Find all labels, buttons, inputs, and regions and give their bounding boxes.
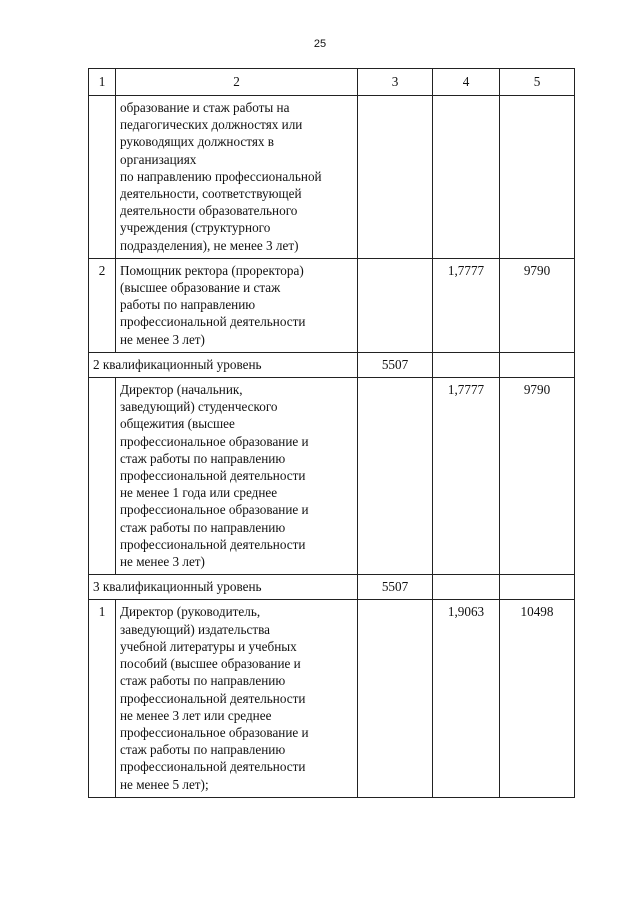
base-salary <box>358 96 433 259</box>
row-number: 1 <box>89 600 116 797</box>
base-salary <box>358 258 433 352</box>
base-salary <box>358 378 433 575</box>
coefficient: 1,9063 <box>433 600 500 797</box>
header-col-5: 5 <box>500 69 575 96</box>
salary-amount <box>500 96 575 259</box>
position-description: Директор (руководитель, заведующий) издательства учебной литературы и учебных пособий (высшее образование и стаж работы по направлению профессиональной деятельности не менее 3 лет или среднее профессиональное образование и стаж работы по направлению профессиональной деятельности не менее 5 лет); <box>116 600 358 797</box>
salary-table <box>88 68 575 798</box>
header-col-3: 3 <box>358 69 433 96</box>
row-number <box>89 96 116 259</box>
page-number: 25 <box>313 38 327 50</box>
table-row <box>89 600 575 797</box>
coefficient <box>433 575 500 600</box>
table-header-row <box>89 69 575 96</box>
table-row <box>89 378 575 575</box>
coefficient <box>433 96 500 259</box>
salary-amount: 10498 <box>500 600 575 797</box>
base-salary: 5507 <box>358 352 433 377</box>
position-description: Директор (начальник, заведующий) студенческого общежития (высшее профессиональное образование и стаж работы по направлению профессиональной деятельности не менее 1 года или среднее профессиональное образование и стаж работы по направлению профессиональной деятельности не менее 3 лет) <box>116 378 358 575</box>
base-salary: 5507 <box>358 575 433 600</box>
qualification-level-row <box>89 352 575 377</box>
coefficient: 1,7777 <box>433 258 500 352</box>
salary-amount: 9790 <box>500 258 575 352</box>
header-col-1: 1 <box>89 69 116 96</box>
header-col-2: 2 <box>116 69 358 96</box>
table-row <box>89 258 575 352</box>
row-number <box>89 378 116 575</box>
qualification-level-label: 3 квалификационный уровень <box>89 575 358 600</box>
header-col-4: 4 <box>433 69 500 96</box>
table-row <box>89 96 575 259</box>
coefficient <box>433 352 500 377</box>
qualification-level-label: 2 квалификационный уровень <box>89 352 358 377</box>
position-description: образование и стаж работы на педагогических должностях или руководящих должностях в организациях по направлению профессиональной деятельности, соответствующей деятельности образовательного учреждения (структурного подразделения), не менее 3 лет) <box>116 96 358 259</box>
coefficient: 1,7777 <box>433 378 500 575</box>
row-number: 2 <box>89 258 116 352</box>
salary-amount <box>500 575 575 600</box>
qualification-level-row <box>89 575 575 600</box>
salary-amount: 9790 <box>500 378 575 575</box>
salary-amount <box>500 352 575 377</box>
position-description: Помощник ректора (проректора) (высшее образование и стаж работы по направлению профессиональной деятельности не менее 3 лет) <box>116 258 358 352</box>
base-salary <box>358 600 433 797</box>
